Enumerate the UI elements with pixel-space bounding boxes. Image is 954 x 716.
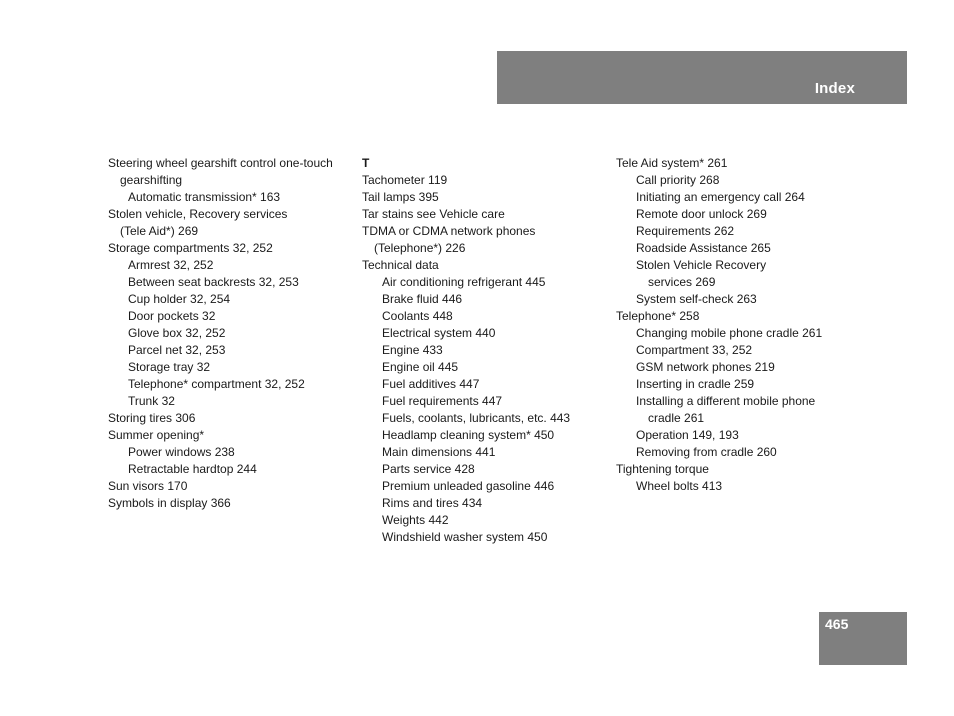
index-entry: (Tele Aid*) 269: [120, 224, 199, 238]
index-entry: Engine 433: [382, 343, 443, 357]
page-number: 465: [825, 616, 849, 632]
index-entry: Weights 442: [382, 513, 449, 527]
index-entry: Glove box 32, 252: [128, 326, 226, 340]
index-entry: Tightening torque: [616, 462, 709, 476]
index-entry: Armrest 32, 252: [128, 258, 214, 272]
index-entry: Operation 149, 193: [636, 428, 739, 442]
index-entry: Windshield washer system 450: [382, 530, 548, 544]
index-entry: Fuels, coolants, lubricants, etc. 443: [382, 411, 571, 425]
index-column-1: [108, 155, 358, 512]
index-column-3: [616, 155, 866, 495]
index-entry: services 269: [648, 275, 716, 289]
index-entry: Premium unleaded gasoline 446: [382, 479, 555, 493]
index-entry: Technical data: [362, 258, 439, 272]
index-entry: Inserting in cradle 259: [636, 377, 755, 391]
page-number-box: [819, 612, 907, 665]
index-entry: Telephone* 258: [616, 309, 700, 323]
index-entry: Between seat backrests 32, 253: [128, 275, 299, 289]
index-entry: (Telephone*) 226: [374, 241, 466, 255]
index-entry: System self-check 263: [636, 292, 757, 306]
index-entry: Tail lamps 395: [362, 190, 439, 204]
index-entry: Symbols in display 366: [108, 496, 231, 510]
index-entry: Stolen Vehicle Recovery: [636, 258, 767, 272]
index-entry: Trunk 32: [128, 394, 175, 408]
index-entry: Steering wheel gearshift control one-touch: [108, 156, 333, 170]
index-entry: Compartment 33, 252: [636, 343, 753, 357]
index-entry: Fuel requirements 447: [382, 394, 503, 408]
index-entry: Storage compartments 32, 252: [108, 241, 273, 255]
index-entry: Stolen vehicle, Recovery services: [108, 207, 288, 221]
index-entry: Door pockets 32: [128, 309, 216, 323]
index-entry: Electrical system 440: [382, 326, 496, 340]
index-column-2: [362, 155, 612, 546]
index-entry: cradle 261: [648, 411, 705, 425]
index-entry: Requirements 262: [636, 224, 735, 238]
index-entry: Wheel bolts 413: [636, 479, 723, 493]
index-entry: Air conditioning refrigerant 445: [382, 275, 546, 289]
index-entry: Brake fluid 446: [382, 292, 463, 306]
index-entry: Storage tray 32: [128, 360, 211, 374]
index-entry: Tele Aid system* 261: [616, 156, 728, 170]
index-entry: Removing from cradle 260: [636, 445, 777, 459]
index-entry: Power windows 238: [128, 445, 235, 459]
index-entry: Cup holder 32, 254: [128, 292, 231, 306]
index-entry: Coolants 448: [382, 309, 453, 323]
index-entry: Storing tires 306: [108, 411, 196, 425]
index-entry: Engine oil 445: [382, 360, 459, 374]
index-entry: Call priority 268: [636, 173, 720, 187]
index-entry: Parts service 428: [382, 462, 475, 476]
index-entry: Tachometer 119: [362, 173, 448, 187]
index-entry: Changing mobile phone cradle 261: [636, 326, 823, 340]
index-entry: Installing a different mobile phone: [636, 394, 816, 408]
index-entry: gearshifting: [120, 173, 183, 187]
index-entry: Tar stains see Vehicle care: [362, 207, 505, 221]
index-entry: Retractable hardtop 244: [128, 462, 257, 476]
index-entry: T: [362, 156, 370, 170]
index-entry: Roadside Assistance 265: [636, 241, 771, 255]
index-entry: Fuel additives 447: [382, 377, 480, 391]
index-entry: TDMA or CDMA network phones: [362, 224, 536, 238]
page-title: Index: [814, 80, 855, 97]
index-entry: Summer opening*: [108, 428, 205, 442]
index-entry: GSM network phones 219: [636, 360, 775, 374]
index-entry: Remote door unlock 269: [636, 207, 767, 221]
index-entry: Rims and tires 434: [382, 496, 483, 510]
index-entry: Initiating an emergency call 264: [636, 190, 805, 204]
index-entry: Automatic transmission* 163: [128, 190, 281, 204]
index-entry: Parcel net 32, 253: [128, 343, 226, 357]
header-band: [497, 51, 907, 104]
index-entry: Headlamp cleaning system* 450: [382, 428, 555, 442]
index-entry: Main dimensions 441: [382, 445, 496, 459]
index-entry: Sun visors 170: [108, 479, 188, 493]
index-entry: Telephone* compartment 32, 252: [128, 377, 305, 391]
